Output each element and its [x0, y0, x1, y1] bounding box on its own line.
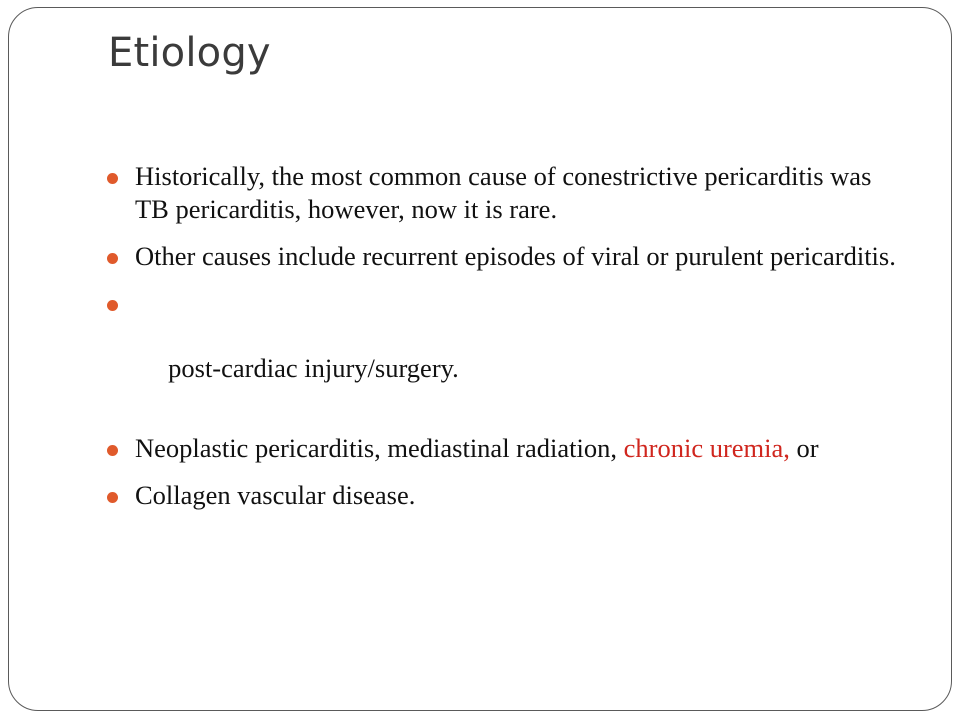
bullet-text: Other causes include recurrent episodes of viral or purulent pericarditis.: [135, 240, 896, 271]
bullet-text-highlight: chronic uremia,: [623, 433, 790, 464]
bullet-dot-icon: [107, 492, 118, 503]
list-item: [104, 287, 904, 418]
slide-title: Etiology: [108, 30, 271, 76]
bullet-dot-icon: [107, 253, 118, 264]
bullet-text: post-cardiac injury/surgery.: [161, 353, 459, 384]
bullet-dot-icon: [107, 173, 118, 184]
bullet-text-before: Neoplastic pericarditis, mediastinal radiation,: [135, 433, 624, 464]
list-item: [104, 432, 904, 465]
list-item: [104, 240, 904, 273]
bullet-text: Collagen vascular disease.: [135, 479, 416, 510]
bullet-dot-icon: [107, 445, 118, 456]
bullet-text-after: or: [789, 433, 819, 464]
bullet-dot-icon: [107, 300, 118, 311]
list-item: [104, 160, 904, 226]
list-item: [104, 479, 904, 512]
bullet-text: Historically, the most common cause of conestrictive pericarditis was TB pericarditis, however, now it is rare.: [135, 161, 872, 224]
bullet-list: [104, 160, 904, 526]
